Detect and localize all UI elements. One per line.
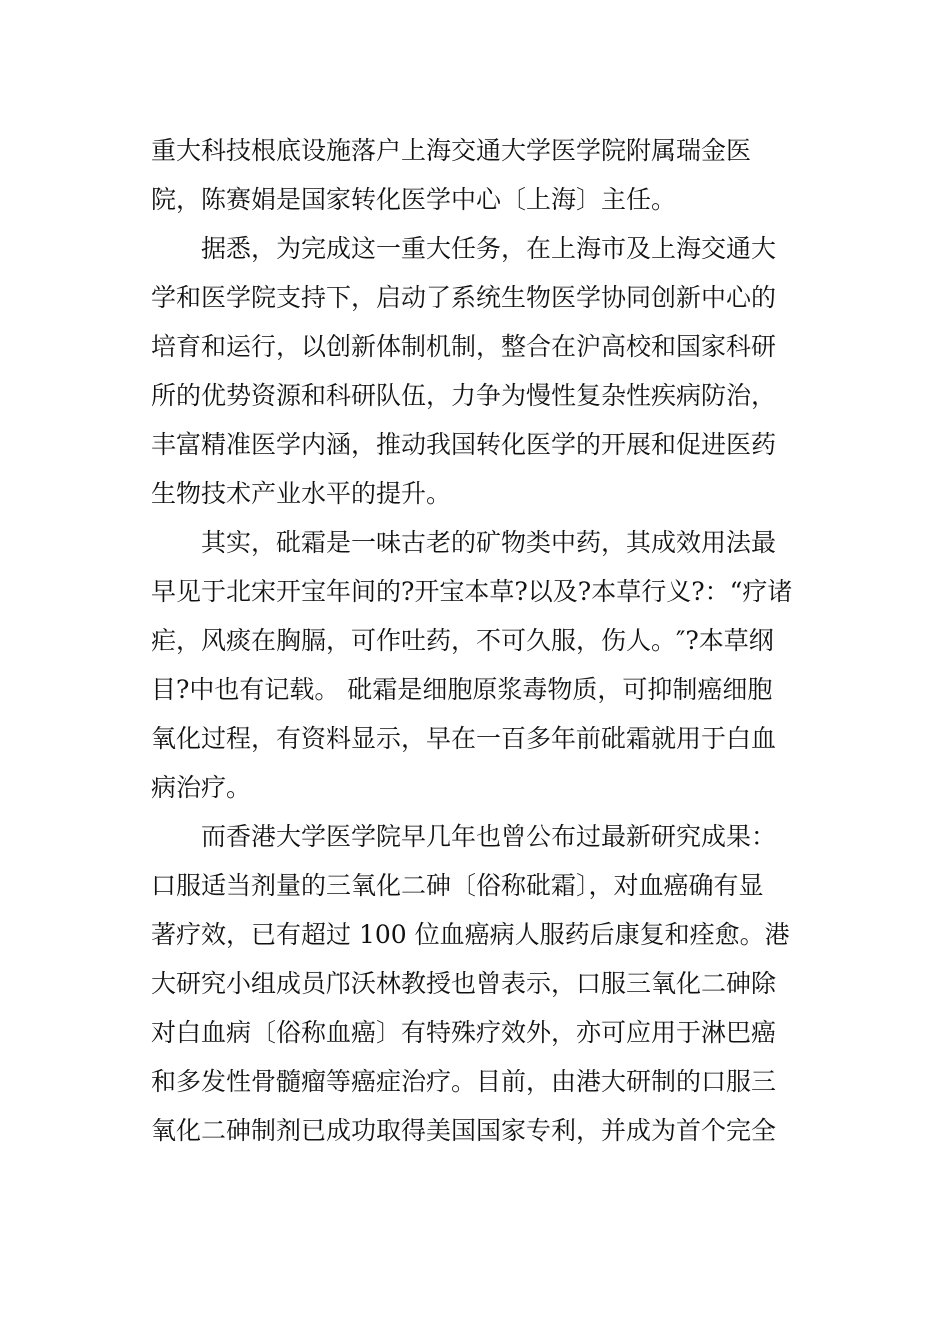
- text-line: 所的优势资源和科研队伍，力争为慢性复杂性疾病防治，: [151, 381, 777, 410]
- text-line: 丰富精准医学内涵，推动我国转化医学的开展和促进医药: [151, 430, 777, 459]
- text-line: 著疗效，已有超过 100 位血癌病人服药后康复和痊愈。港: [151, 920, 790, 949]
- text-line: 氧化过程，有资料显示，早在一百多年前砒霜就用于白血: [151, 724, 777, 753]
- text-line: 学和医学院支持下，启动了系统生物医学协同创新中心的: [151, 283, 777, 312]
- text-line: 目?中也有记载。 砒霜是细胞原浆毒物质，可抑制癌细胞: [151, 675, 773, 704]
- paragraph-4: [151, 812, 811, 1155]
- paragraph-1: [151, 126, 811, 224]
- text-line: 口服适当剂量的三氧化二砷〔俗称砒霜〕，对血癌确有显: [151, 871, 764, 900]
- text-line: 院，陈赛娟是国家转化医学中心〔上海〕主任。: [151, 185, 677, 214]
- text-line: 和多发性骨髓瘤等癌症治疗。目前，由港大研制的口服三: [151, 1067, 777, 1096]
- text-line: 大研究小组成员邝沃林教授也曾表示，口服三氧化二砷除: [151, 969, 777, 998]
- text-line: 重大科技根底设施落户上海交通大学医学院附属瑞金医: [151, 136, 752, 165]
- paragraph-2: [151, 224, 811, 518]
- text-line: 对白血病〔俗称血癌〕有特殊疗效外，亦可应用于淋巴癌: [151, 1018, 777, 1047]
- body-text: [151, 126, 811, 1155]
- text-line: 早见于北宋开宝年间的?开宝本草?以及?本草行义?：“疗诸: [151, 577, 793, 606]
- text-line: 生物技术产业水平的提升。: [151, 479, 452, 508]
- text-line: 而香港大学医学院早几年也曾公布过最新研究成果：: [201, 822, 777, 851]
- text-line: 据悉，为完成这一重大任务，在上海市及上海交通大: [201, 234, 777, 263]
- text-line: 病治疗。: [151, 773, 252, 802]
- text-line: 氧化二砷制剂已成功取得美国国家专利，并成为首个完全: [151, 1116, 777, 1145]
- text-line: 其实，砒霜是一味古老的矿物类中药，其成效用法最: [201, 528, 777, 557]
- text-line: 培育和运行，以创新体制机制，整合在沪高校和国家科研: [151, 332, 777, 361]
- text-line: 疟，风痰在胸膈，可作吐药，不可久服，伤人。″?本草纲: [151, 626, 774, 655]
- paragraph-3: [151, 518, 811, 812]
